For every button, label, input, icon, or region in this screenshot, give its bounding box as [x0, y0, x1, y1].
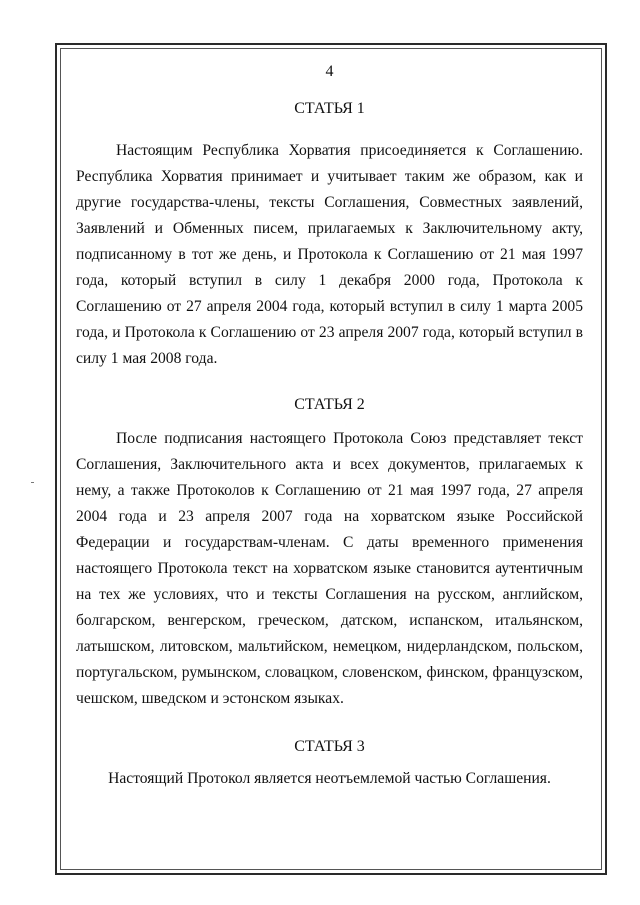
article-3-text: Настоящий Протокол является неотъемлемой частью Соглашения. — [108, 770, 551, 787]
article-2-heading: СТАТЬЯ 2 — [294, 396, 365, 413]
article-1-text: Настоящим Республика Хорватия присоединяется к Соглашению. Республика Хорватия принимает и учитывает таким же образом, как и другие государства-члены, тексты Соглашения, Совместных заявлений, Заявлений и Обменных писем, прилагаемых к Заключительному акту, подписанному в тот же день, и Протокола к Соглашению от 21 мая 1997 года, который вступил в силу 1 декабря 2000 года, Протокола к Соглашению от 27 апреля 2004 года, который вступил в силу 1 марта 2005 года, и Протокола к Соглашению от 23 апреля 2007 года, который вступил в силу 1 мая 2008 года. — [76, 142, 583, 367]
article-3-heading: СТАТЬЯ 3 — [294, 738, 365, 755]
page-number: 4 — [325, 63, 334, 80]
article-1-heading: СТАТЬЯ 1 — [294, 100, 365, 117]
article-2-text: После подписания настоящего Протокола Союз представляет текст Соглашения, Заключительного акта и всех документов, прилагаемых к нему, а также Протоколов к Соглашению от 21 мая 1997 года, 27 апреля 2004 года и 23 апреля 2007 года на хорватском языке Российской Федерации и государствам-членам. С даты временного применения настоящего Протокола текст на хорватском языке становится аутентичным на тех же условиях, что и тексты Соглашения на русском, английском, болгарском, венгерском, греческом, датском, испанском, итальянском, латышском, литовском, мальтийском, немецком, нидерландском, польском, португальском, румынском, словацком, словенском, финском, французском, чешском, шведском и эстонском языках. — [76, 430, 583, 707]
scan-speck — [31, 482, 34, 483]
